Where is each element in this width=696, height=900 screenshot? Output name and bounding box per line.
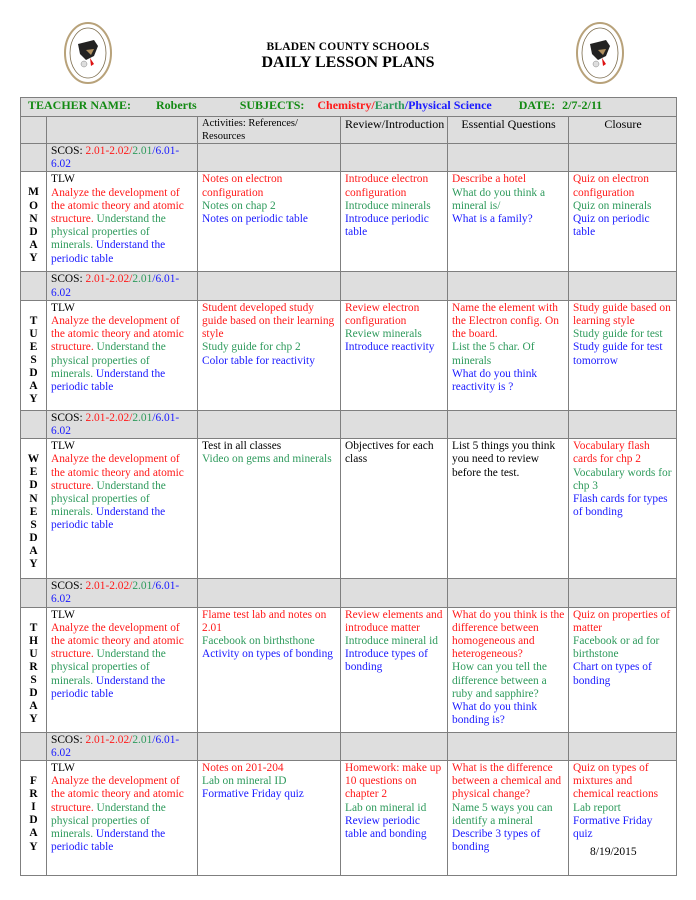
column-header-closure: Closure: [569, 117, 677, 144]
subject-separator: /: [404, 98, 409, 112]
scos-empty-day: [21, 410, 47, 438]
closure-item: Facebook or ad for birthstone: [573, 635, 660, 661]
objective-cell: [47, 761, 198, 876]
scos-empty: [448, 410, 569, 438]
day-letter: Y: [29, 393, 38, 406]
objective-earth: Understand the physical properties of minerals.: [51, 479, 166, 519]
activities-item: Formative Friday quiz: [202, 788, 304, 801]
objective-tlw: TLW: [51, 762, 75, 775]
scos-cell: [47, 272, 198, 300]
day-letter: D: [29, 814, 38, 827]
day-row-monday: [21, 172, 677, 272]
closure-item: Chart on types of bonding: [573, 661, 652, 687]
day-letter: D: [29, 687, 38, 700]
objective-chemistry: Analyze the development of the atomic theory and atomic structure.: [51, 775, 184, 814]
scos-empty: [569, 732, 677, 760]
review-cell: [341, 607, 448, 732]
scos-label: SCOS:: [51, 411, 86, 424]
essential-item: Name 5 ways you can identify a mineral: [452, 801, 553, 827]
scos-empty: [198, 144, 341, 172]
activities-item: Lab on mineral ID: [202, 775, 287, 788]
closure-item: Flash cards for types of bonding: [573, 493, 668, 519]
scos-row: [21, 732, 677, 760]
column-header-review: Review/Introduction: [341, 117, 448, 144]
objective-tlw: TLW: [51, 608, 75, 621]
scos-empty: [569, 272, 677, 300]
objective-tlw: TLW: [51, 173, 75, 186]
scos-physical: 6.01-6.02: [51, 411, 180, 438]
scos-empty-day: [21, 272, 47, 300]
essential-item: What do you think is the difference between homogeneous and heterogeneous?: [452, 608, 565, 661]
closure-item: Quiz on types of mixtures and chemical reactions: [573, 762, 659, 801]
closure-item: Study guide based on learning style: [573, 301, 671, 328]
school-name: BLADEN COUNTY SCHOOLS: [266, 41, 430, 53]
subjects-label: SUBJECTS:: [239, 98, 305, 112]
closure-item: Quiz on electron configuration: [573, 173, 649, 199]
day-row-friday: [21, 761, 677, 876]
scos-row: [21, 272, 677, 300]
day-letter: U: [29, 327, 38, 340]
day-letter: E: [29, 341, 38, 353]
scos-empty: [198, 272, 341, 300]
scos-empty: [198, 579, 341, 607]
review-item: Review electron configuration: [345, 301, 420, 328]
scos-separator: /: [152, 733, 156, 746]
essential-item: What do you think reactivity is ?: [452, 367, 538, 394]
scos-cell: [47, 144, 198, 172]
essential-questions-cell: [448, 300, 569, 410]
activities-item: Study guide for chp 2: [202, 341, 301, 354]
closure-item: Quiz on properties of matter: [573, 608, 671, 634]
essential-item: Name the element with the Electron config. On the board.: [452, 301, 559, 341]
scos-label: SCOS:: [51, 733, 86, 746]
day-letter: T: [29, 621, 38, 634]
scos-row: [21, 144, 677, 172]
teacher-name: Roberts: [156, 98, 197, 112]
activities-item: Notes on 201-204: [202, 762, 284, 775]
day-letter: D: [29, 479, 38, 492]
closure-item: Vocabulary flash cards for chp 2: [573, 440, 650, 466]
day-label: [21, 300, 47, 410]
day-letter: E: [29, 466, 38, 479]
scos-cell: [47, 410, 198, 438]
day-letter: A: [29, 544, 38, 557]
day-letter: E: [29, 505, 38, 518]
scos-empty: [448, 144, 569, 172]
review-cell: [341, 300, 448, 410]
closure-cell: [569, 607, 677, 732]
scos-empty: [341, 410, 448, 438]
scos-separator: /: [129, 145, 133, 157]
day-row-tuesday: [21, 300, 677, 410]
date-label: DATE:: [518, 98, 556, 112]
column-header-activities: Activities: References/ Resources: [198, 117, 341, 144]
day-letter: U: [29, 647, 38, 660]
day-letter: A: [29, 827, 38, 840]
subject-physical-science: Physical Science: [408, 98, 492, 112]
objective-earth: Understand the physical properties of minerals.: [51, 213, 166, 252]
day-letter: M: [28, 186, 39, 199]
column-header-essential-questions: Essential Questions: [448, 117, 569, 144]
review-item: Review minerals: [345, 328, 422, 341]
day-row-thursday: [21, 607, 677, 732]
review-item: Review periodic table and bonding: [345, 814, 427, 841]
day-letter: Y: [29, 251, 38, 264]
activities-item: Video on gems and minerals: [202, 453, 332, 466]
day-letter: Y: [29, 713, 38, 726]
activities-cell: [198, 172, 341, 272]
objective-tlw: TLW: [51, 301, 75, 314]
day-letter: D: [29, 367, 38, 380]
essential-questions-cell: [448, 439, 569, 579]
day-letter: Y: [29, 840, 38, 853]
day-letter: N: [29, 492, 38, 505]
day-letter: A: [29, 238, 38, 251]
scos-empty-day: [21, 579, 47, 607]
day-label: [21, 607, 47, 732]
day-letter: S: [30, 674, 37, 686]
objective-tlw: TLW: [51, 440, 75, 453]
review-item: Introduce mineral id: [345, 635, 438, 648]
review-item: Introduce types of bonding: [345, 648, 428, 674]
info-row: [21, 98, 677, 117]
day-letter: A: [29, 700, 38, 713]
day-letter: T: [29, 314, 38, 327]
scos-empty: [448, 732, 569, 760]
scos-label: SCOS:: [51, 145, 86, 157]
day-letter: A: [29, 380, 38, 393]
teacher-label: TEACHER NAME:: [28, 98, 132, 112]
activities-cell: [198, 439, 341, 579]
objective-chemistry: Analyze the development of the atomic theory and atomic structure.: [51, 315, 184, 354]
objective-earth: Understand the physical properties of minerals.: [51, 801, 166, 841]
review-cell: [341, 172, 448, 272]
review-item: Introduce minerals: [345, 199, 431, 212]
scos-empty: [198, 410, 341, 438]
activities-item: Notes on periodic table: [202, 213, 308, 226]
review-item: Introduce reactivity: [345, 341, 435, 354]
activities-cell: [198, 300, 341, 410]
objective-cell: [47, 172, 198, 272]
objective-physical: Understand the periodic table: [51, 367, 166, 394]
subject-earth: Earth: [374, 98, 405, 112]
essential-questions-cell: [448, 172, 569, 272]
scos-empty: [198, 732, 341, 760]
day-letter: R: [29, 788, 38, 801]
review-item: Homework: make up 10 questions on chapter 2: [345, 762, 442, 801]
scos-chemistry: 2.01-2.02: [85, 733, 130, 746]
scos-empty: [569, 144, 677, 172]
day-letter: S: [30, 354, 37, 367]
closure-item: Quiz on minerals: [573, 199, 652, 212]
closure-cell: [569, 300, 677, 410]
objective-cell: [47, 439, 198, 579]
day-label: [21, 172, 47, 272]
day-label: [21, 439, 47, 579]
essential-item: What do you think bonding is?: [452, 701, 538, 727]
objective-cell: [47, 607, 198, 732]
review-cell: [341, 439, 448, 579]
review-item: Introduce periodic table: [345, 213, 429, 239]
document-title: DAILY LESSON PLANS: [261, 54, 435, 71]
scos-separator: /: [129, 733, 133, 746]
essential-item: List the 5 char. Of minerals: [452, 341, 535, 367]
activities-item: Flame test lab and notes on 2.01: [202, 608, 327, 634]
scos-earth: 2.01: [132, 145, 153, 157]
review-cell: [341, 761, 448, 876]
day-letter: N: [29, 212, 38, 225]
scos-empty: [341, 732, 448, 760]
scos-separator: /: [152, 580, 156, 593]
scos-separator: /: [129, 273, 133, 286]
closure-item: Study guide for test tomorrow: [573, 341, 663, 367]
day-letter: W: [27, 453, 40, 466]
subject-chemistry: Chemistry: [317, 98, 372, 112]
day-letter: O: [29, 199, 38, 212]
day-letter: S: [30, 518, 37, 531]
column-header-row: [21, 117, 677, 144]
scos-earth: 2.01: [132, 733, 153, 746]
activities-item: Notes on electron configuration: [202, 173, 283, 199]
subject-separator: /: [371, 98, 375, 112]
footer-date: 8/19/2015: [590, 846, 637, 858]
essential-item: What is a family?: [452, 213, 533, 226]
closure-cell: [569, 172, 677, 272]
essential-item: Describe a hotel: [452, 173, 527, 186]
closure-item: Formative Friday quiz: [573, 814, 653, 841]
closure-cell: [569, 761, 677, 876]
scos-label: SCOS:: [51, 580, 86, 593]
header-empty-day: [21, 117, 47, 144]
activities-item: Color table for reactivity: [202, 354, 315, 367]
day-label: [21, 761, 47, 876]
scos-empty-day: [21, 144, 47, 172]
scos-separator: /: [129, 580, 133, 593]
activities-cell: [198, 761, 341, 876]
scos-empty: [569, 410, 677, 438]
day-letter: H: [29, 634, 38, 647]
scos-physical: 6.01-6.02: [51, 580, 180, 606]
scos-empty: [569, 579, 677, 607]
day-row-wednesday: [21, 439, 677, 579]
objective-chemistry: Analyze the development of the atomic theory and atomic structure.: [51, 621, 184, 661]
scos-earth: 2.01: [132, 273, 153, 286]
closure-item: Vocabulary words for chp 3: [573, 466, 672, 492]
scos-chemistry: 2.01-2.02: [85, 580, 130, 593]
objective-physical: Understand the periodic table: [51, 239, 166, 265]
objective-chemistry: Analyze the development of the atomic theory and atomic structure.: [51, 186, 184, 226]
scos-empty-day: [21, 732, 47, 760]
essential-item: How can you tell the difference between a ruby and sapphire?: [452, 661, 547, 700]
lesson-plan-table: [20, 97, 677, 876]
day-letter: R: [29, 660, 38, 673]
objective-physical: Understand the periodic table: [51, 828, 166, 854]
scos-separator: /: [152, 273, 156, 286]
scos-physical: 6.01-6.02: [51, 145, 180, 171]
scos-empty: [341, 579, 448, 607]
day-letter: D: [29, 225, 38, 238]
activities-cell: [198, 607, 341, 732]
review-item: Lab on mineral id: [345, 801, 427, 814]
scos-separator: /: [152, 411, 156, 424]
day-letter: D: [29, 531, 38, 544]
scos-cell: [47, 579, 198, 607]
day-letter: Y: [29, 557, 38, 570]
closure-item: Quiz on periodic table: [573, 213, 650, 239]
scos-physical: 6.01-6.02: [51, 733, 180, 759]
activities-item: Activity on types of bonding: [202, 648, 333, 661]
review-item: Objectives for each class: [345, 440, 434, 466]
closure-item: Study guide for test: [573, 328, 663, 341]
essential-item: What is the difference between a chemical and physical change?: [452, 762, 562, 801]
essential-item: List 5 things you think you need to review before the test.: [452, 440, 556, 479]
document-header: [0, 40, 696, 72]
review-item: Introduce electron configuration: [345, 173, 429, 199]
scos-chemistry: 2.01-2.02: [85, 273, 130, 286]
scos-row: [21, 410, 677, 438]
scos-empty: [448, 272, 569, 300]
activities-item: Facebook on birthsthone: [202, 635, 315, 648]
header-empty-objective: [47, 117, 198, 144]
scos-empty: [341, 144, 448, 172]
objective-earth: Understand the physical properties of minerals.: [51, 341, 166, 380]
objective-earth: Understand the physical properties of minerals.: [51, 648, 166, 687]
scos-earth: 2.01: [132, 411, 153, 424]
essential-questions-cell: [448, 607, 569, 732]
scos-earth: 2.01: [132, 580, 153, 593]
activities-item: Student developed study guide based on their learning style: [202, 301, 335, 341]
scos-empty: [448, 579, 569, 607]
scos-separator: /: [129, 411, 133, 424]
scos-chemistry: 2.01-2.02: [85, 411, 130, 424]
activities-item: Test in all classes: [202, 440, 282, 453]
scos-chemistry: 2.01-2.02: [85, 145, 130, 157]
objective-physical: Understand the periodic table: [51, 506, 166, 532]
objective-chemistry: Analyze the development of the atomic theory and atomic structure.: [51, 453, 184, 492]
essential-item: Describe 3 types of bonding: [452, 828, 541, 854]
day-letter: F: [30, 775, 37, 788]
activities-item: Notes on chap 2: [202, 199, 276, 212]
scos-label: SCOS:: [51, 273, 86, 286]
scos-separator: /: [152, 145, 156, 157]
date-value: 2/7-2/11: [562, 98, 603, 112]
essential-questions-cell: [448, 761, 569, 876]
day-letter: I: [31, 801, 36, 814]
objective-physical: Understand the periodic table: [51, 674, 166, 700]
scos-row: [21, 579, 677, 607]
essential-item: What do you think a mineral is/: [452, 186, 546, 212]
scos-cell: [47, 732, 198, 760]
scos-physical: 6.01-6.02: [51, 273, 180, 299]
scos-empty: [341, 272, 448, 300]
closure-item: Lab report: [573, 801, 621, 814]
closure-cell: [569, 439, 677, 579]
review-item: Review elements and introduce matter: [345, 608, 443, 634]
objective-cell: [47, 300, 198, 410]
